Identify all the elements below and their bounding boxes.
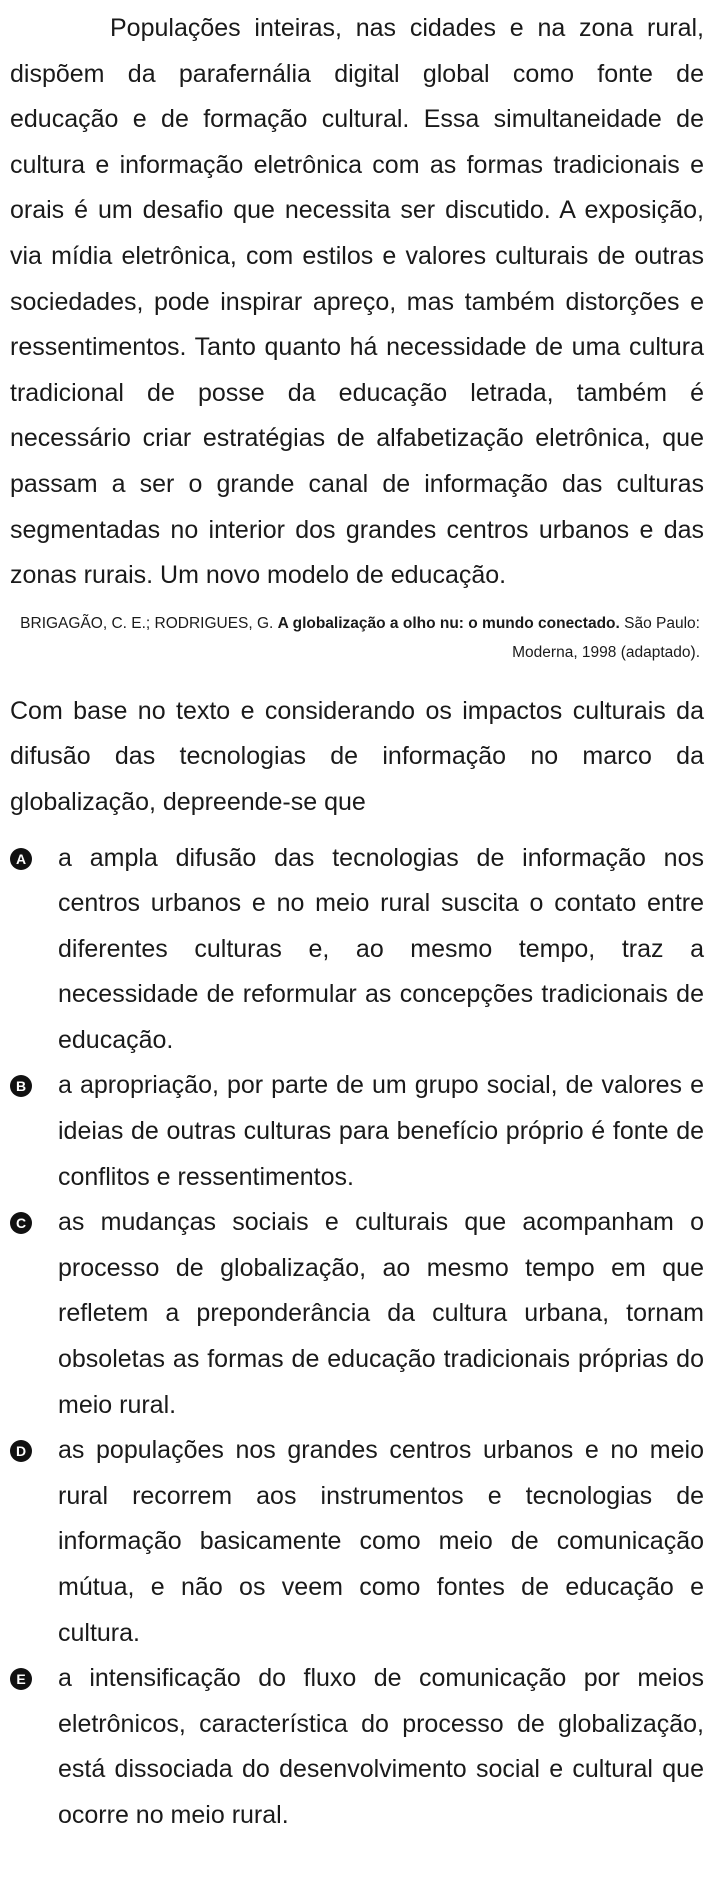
question-page (0, 6, 714, 1901)
option-c-text: as mudanças sociais e culturais que acompanham o processo de globalização, ao mesmo tempo em que refletem a preponderância da cultura urbana, tornam obsoletas as formas de educação tradicionais próprias do meio rural. (58, 1208, 704, 1419)
option-d-marker-icon: D (10, 1440, 32, 1462)
option-b[interactable] (10, 1063, 704, 1200)
citation (10, 609, 704, 667)
option-a-marker-icon: A (10, 848, 32, 870)
option-e[interactable] (10, 1656, 704, 1838)
passage-text: Populações inteiras, nas cidades e na zona rural, dispõem da parafernália digital global como fonte de educação e de formação cultural. Essa simultaneidade de cultura e informação eletrônica com as formas tradicionais e orais é um desafio que necessita ser discutido. A exposição, via mídia eletrônica, com estilos e valores culturais de outras sociedades, pode inspirar apreço, mas também distorções e ressentimentos. Tanto quanto há necessidade de uma cultura tradicional de posse da educação letrada, também é necessário criar estratégias de alfabetização eletrônica, que passam a ser o grande canal de informação das culturas segmentadas no interior dos grandes centros urbanos e das zonas rurais. Um novo modelo de educação. (10, 14, 704, 590)
option-d-text: as populações nos grandes centros urbanos e no meio rural recorrem aos instrumentos e tecnologias de informação basicamente como meio de comunicação mútua, e não os veem como fontes de educação e cultura. (58, 1436, 704, 1647)
option-b-text: a apropriação, por parte de um grupo social, de valores e ideias de outras culturas para benefício próprio é fonte de conflitos e ressentimentos. (58, 1071, 704, 1191)
option-b-marker-icon: B (10, 1075, 32, 1097)
option-a[interactable] (10, 836, 704, 1064)
citation-authors: BRIGAGÃO, C. E.; RODRIGUES, G. (20, 614, 278, 632)
option-a-text: a ampla difusão das tecnologias de informação nos centros urbanos e no meio rural suscita o contato entre diferentes culturas e, ao mesmo tempo, traz a necessidade de reformular as concepções tradicionais de educação. (58, 843, 704, 1054)
option-e-marker-icon: E (10, 1668, 32, 1690)
option-e-text: a intensificação do fluxo de comunicação por meios eletrônicos, característica do processo de globalização, está dissociada do desenvolvimento social e cultural que ocorre no meio rural. (58, 1664, 704, 1829)
option-d[interactable] (10, 1428, 704, 1656)
citation-publisher: São Paulo: Moderna, 1998 (adaptado). (512, 614, 700, 661)
question-stem: Com base no texto e considerando os impactos culturais da difusão das tecnologias de informação no marco da globalização, depreende-se que (10, 696, 704, 816)
option-c[interactable] (10, 1200, 704, 1428)
option-c-marker-icon: C (10, 1212, 32, 1234)
citation-title: A globalização a olho nu: o mundo conectado. (277, 614, 620, 632)
answer-options (10, 836, 704, 1839)
